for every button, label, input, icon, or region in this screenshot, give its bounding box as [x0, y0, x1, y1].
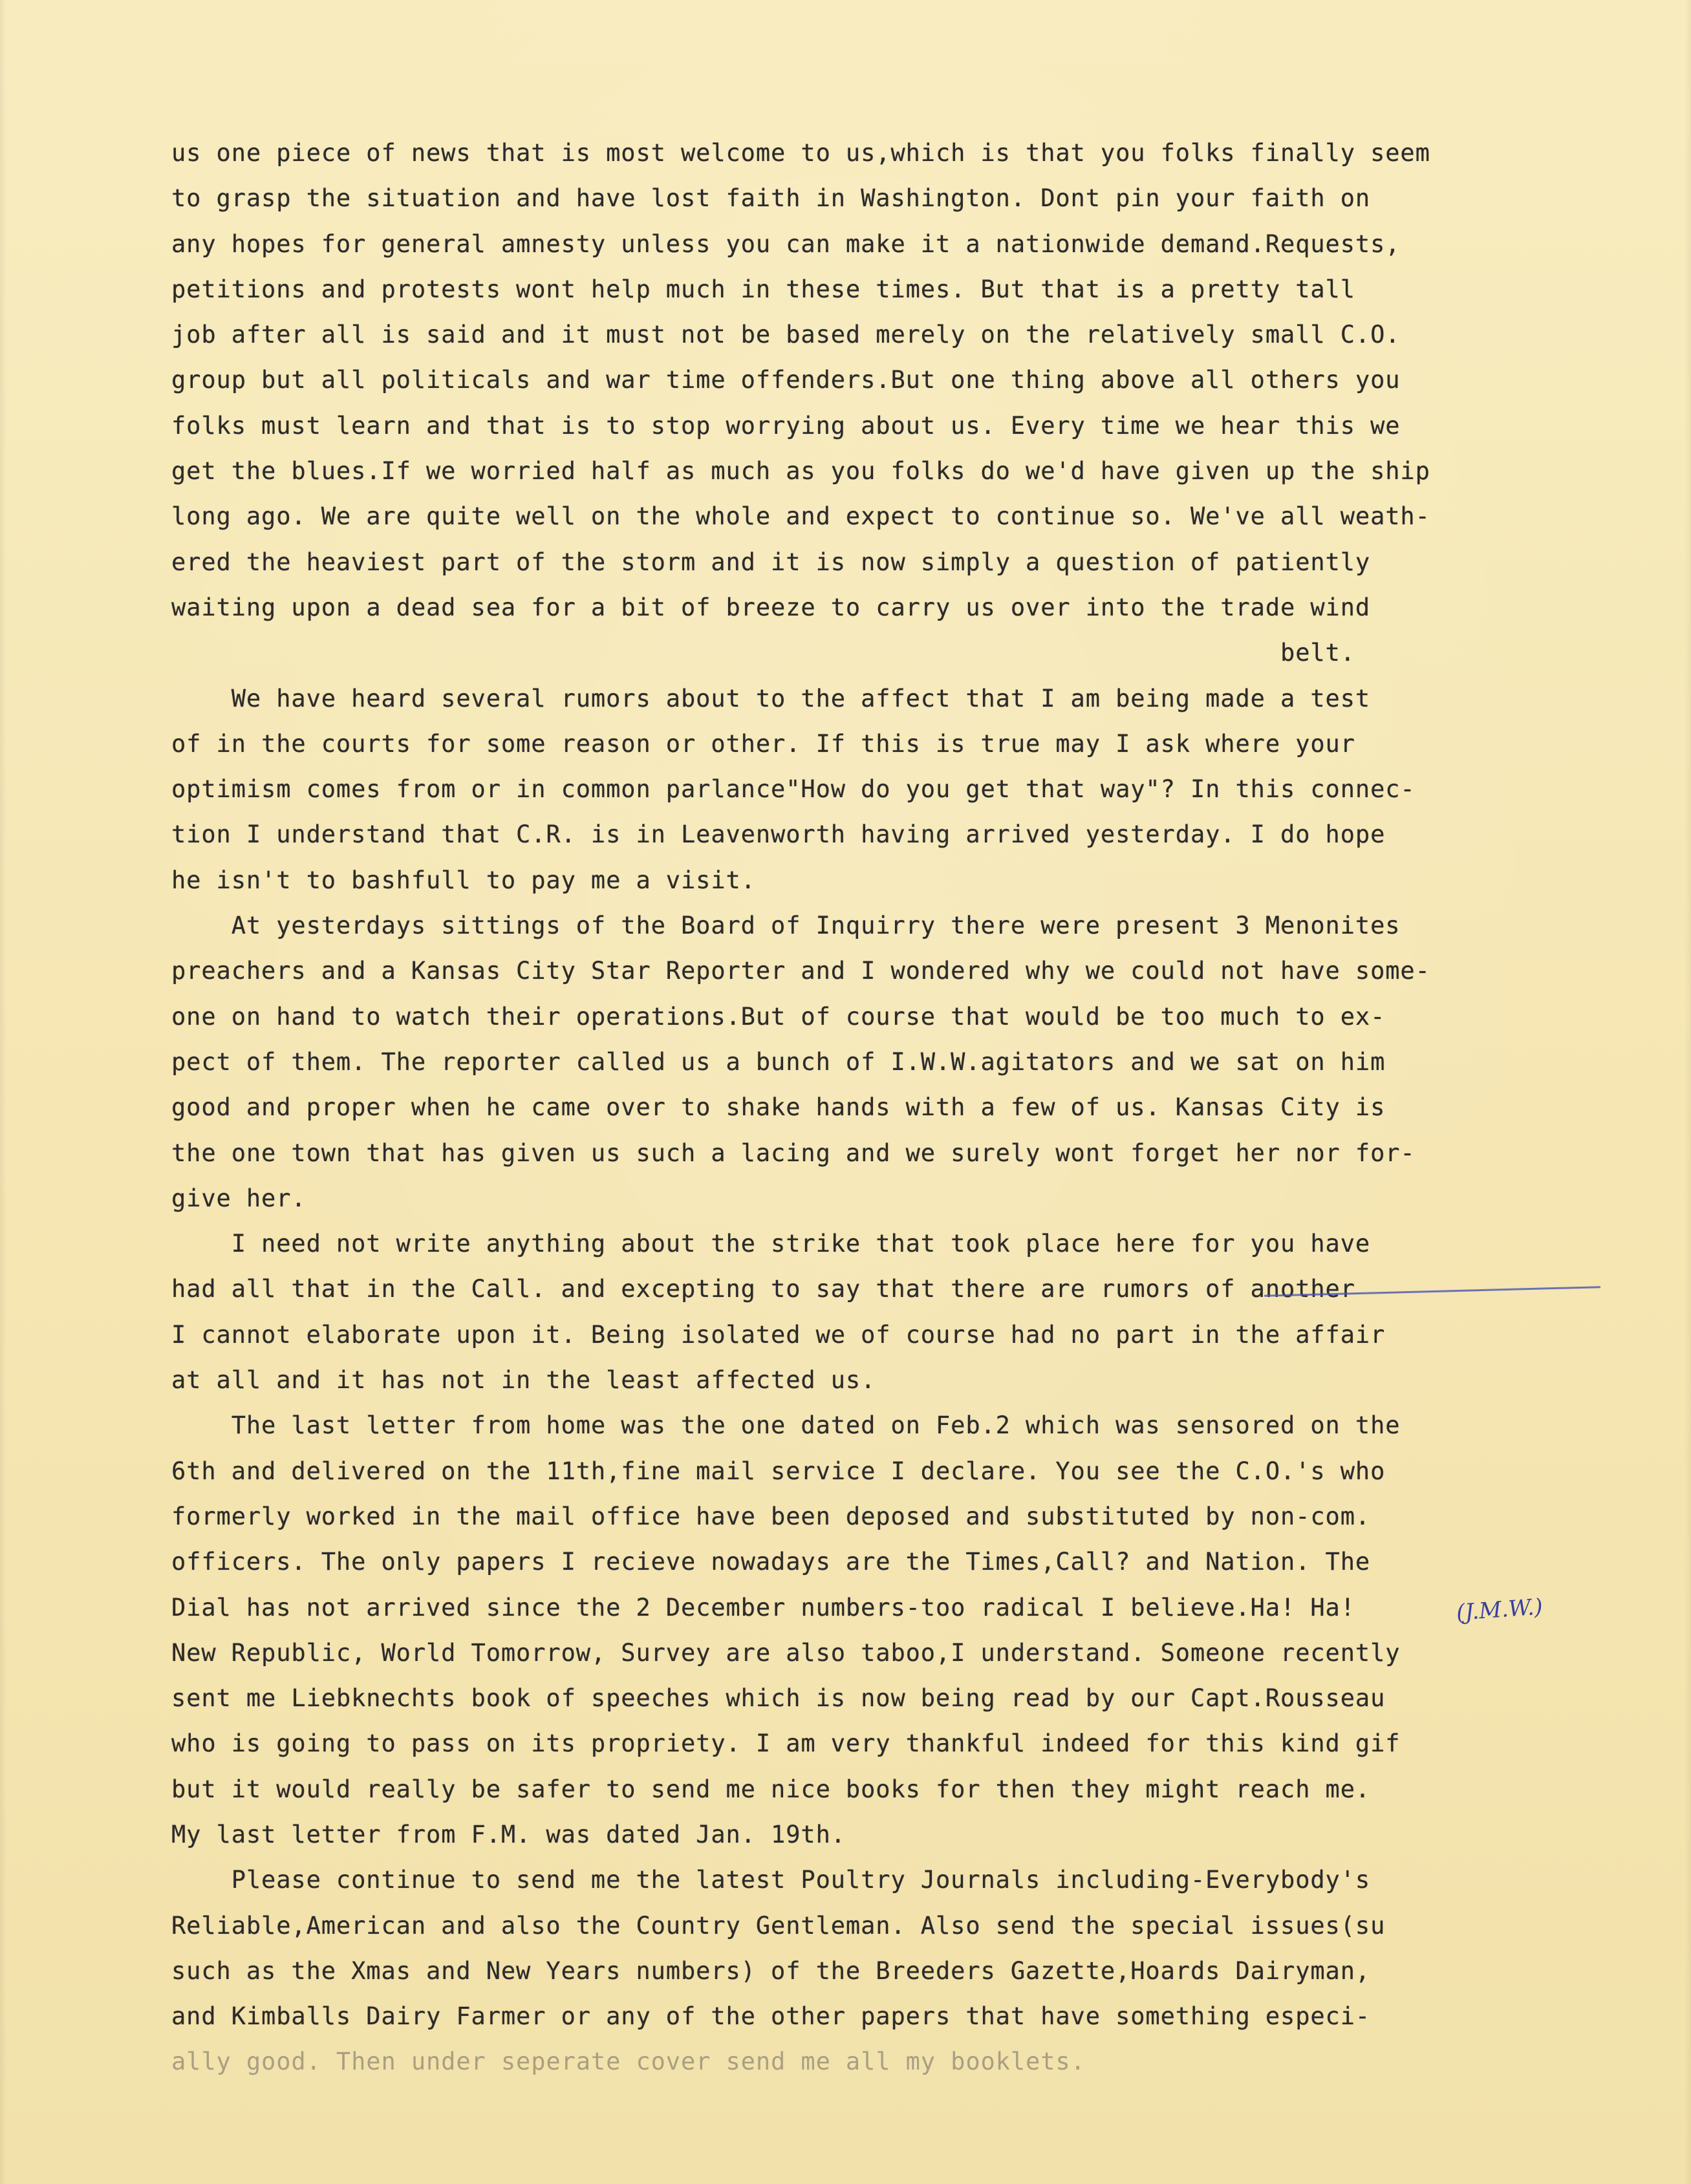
text-line: ered the heaviest part of the storm and it is now simply a question of patiently	[171, 548, 1371, 576]
text-line: to grasp the situation and have lost faith in Washington. Dont pin your faith on	[171, 184, 1371, 213]
text-line: Dial has not arrived since the 2 December numbers-too radical I believe.Ha! Ha!	[171, 1593, 1355, 1622]
text-line: give her.	[171, 1184, 307, 1212]
text-line: who is going to pass on its propriety. I am very thankful indeed for this kind gif	[171, 1729, 1401, 1758]
text-line: of in the courts for some reason or other. If this is true may I ask where your	[171, 729, 1355, 758]
text-line: good and proper when he came over to shake hands with a few of us. Kansas City is	[171, 1093, 1386, 1122]
text-line: 6th and delivered on the 11th,fine mail service I declare. You see the C.O.'s who	[171, 1457, 1386, 1485]
text-line: I need not write anything about the strike that took place here for you have	[171, 1230, 1371, 1258]
text-line-faded: ally good. Then under seperate cover send me all my booklets.	[171, 2048, 1086, 2076]
text-line: At yesterdays sittings of the Board of Inquirry there were present 3 Menonites	[171, 912, 1401, 940]
text-line: any hopes for general amnesty unless you can make it a nationwide demand.Requests,	[171, 230, 1401, 258]
text-line: waiting upon a dead sea for a bit of breeze to carry us over into the trade wind	[171, 593, 1371, 621]
text-line: us one piece of news that is most welcome to us,which is that you folks finally seem	[171, 139, 1430, 167]
text-line: petitions and protests wont help much in these times. But that is a pretty tall	[171, 275, 1355, 303]
text-line: had all that in the Call. and excepting to say that there are rumors of another	[171, 1275, 1355, 1303]
text-line: the one town that has given us such a lacing and we surely wont forget her nor for-	[171, 1139, 1416, 1167]
text-line: We have heard several rumors about to the affect that I am being made a test	[171, 684, 1371, 712]
text-line: one on hand to watch their operations.But of course that would be too much to ex-	[171, 1002, 1386, 1031]
text-line: he isn't to bashfull to pay me a visit.	[171, 866, 756, 894]
text-line: optimism comes from or in common parlance"How do you get that way"? In this connec-	[171, 775, 1416, 804]
text-line: and Kimballs Dairy Farmer or any of the other papers that have something especi-	[171, 2002, 1371, 2031]
text-line: I cannot elaborate upon it. Being isolated we of course had no part in the affair	[171, 1320, 1386, 1349]
text-line: Please continue to send me the latest Poultry Journals including-Everybody's	[171, 1866, 1371, 1894]
text-line: long ago. We are quite well on the whole and expect to continue so. We've all weath-	[171, 502, 1430, 531]
text-line: get the blues.If we worried half as much as you folks do we'd have given up the ship	[171, 457, 1430, 486]
text-line: group but all politicals and war time offenders.But one thing above all others you	[171, 366, 1401, 394]
text-line: formerly worked in the mail office have been deposed and substituted by non-com.	[171, 1502, 1371, 1530]
text-line: My last letter from F.M. was dated Jan. 19th.	[171, 1820, 846, 1848]
page-edge-shadow-left	[0, 0, 6, 2184]
text-line: belt.	[171, 639, 1355, 667]
text-line: New Republic, World Tomorrow, Survey are also taboo,I understand. Someone recently	[171, 1638, 1401, 1667]
page-edge-shadow-right	[1685, 0, 1691, 2184]
text-line: preachers and a Kansas City Star Reporter and I wondered why we could not have some-	[171, 957, 1430, 985]
text-line: job after all is said and it must not be based merely on the relatively small C.O.	[171, 321, 1401, 349]
text-line: folks must learn and that is to stop worrying about us. Every time we hear this we	[171, 411, 1401, 440]
text-line: but it would really be safer to send me nice books for then they might reach me.	[171, 1775, 1371, 1803]
text-line: such as the Xmas and New Years numbers) of the Breeders Gazette,Hoards Dairyman,	[171, 1956, 1371, 1985]
text-line: Reliable,American and also the Country Gentleman. Also send the special issues(su	[171, 1911, 1386, 1940]
text-line: sent me Liebknechts book of speeches which is now being read by our Capt.Rousseau	[171, 1684, 1386, 1713]
text-line: officers. The only papers I recieve nowadays are the Times,Call? and Nation. The	[171, 1548, 1371, 1576]
typed-letter-body	[171, 131, 1659, 2085]
text-line: tion I understand that C.R. is in Leavenworth having arrived yesterday. I do hope	[171, 820, 1386, 849]
text-line: The last letter from home was the one dated on Feb.2 which was sensored on the	[171, 1411, 1401, 1440]
handwritten-note: (J.M.W.)	[1455, 1594, 1544, 1626]
text-line: pect of them. The reporter called us a bunch of I.W.W.agitators and we sat on him	[171, 1047, 1386, 1076]
text-line: at all and it has not in the least affected us.	[171, 1366, 876, 1395]
